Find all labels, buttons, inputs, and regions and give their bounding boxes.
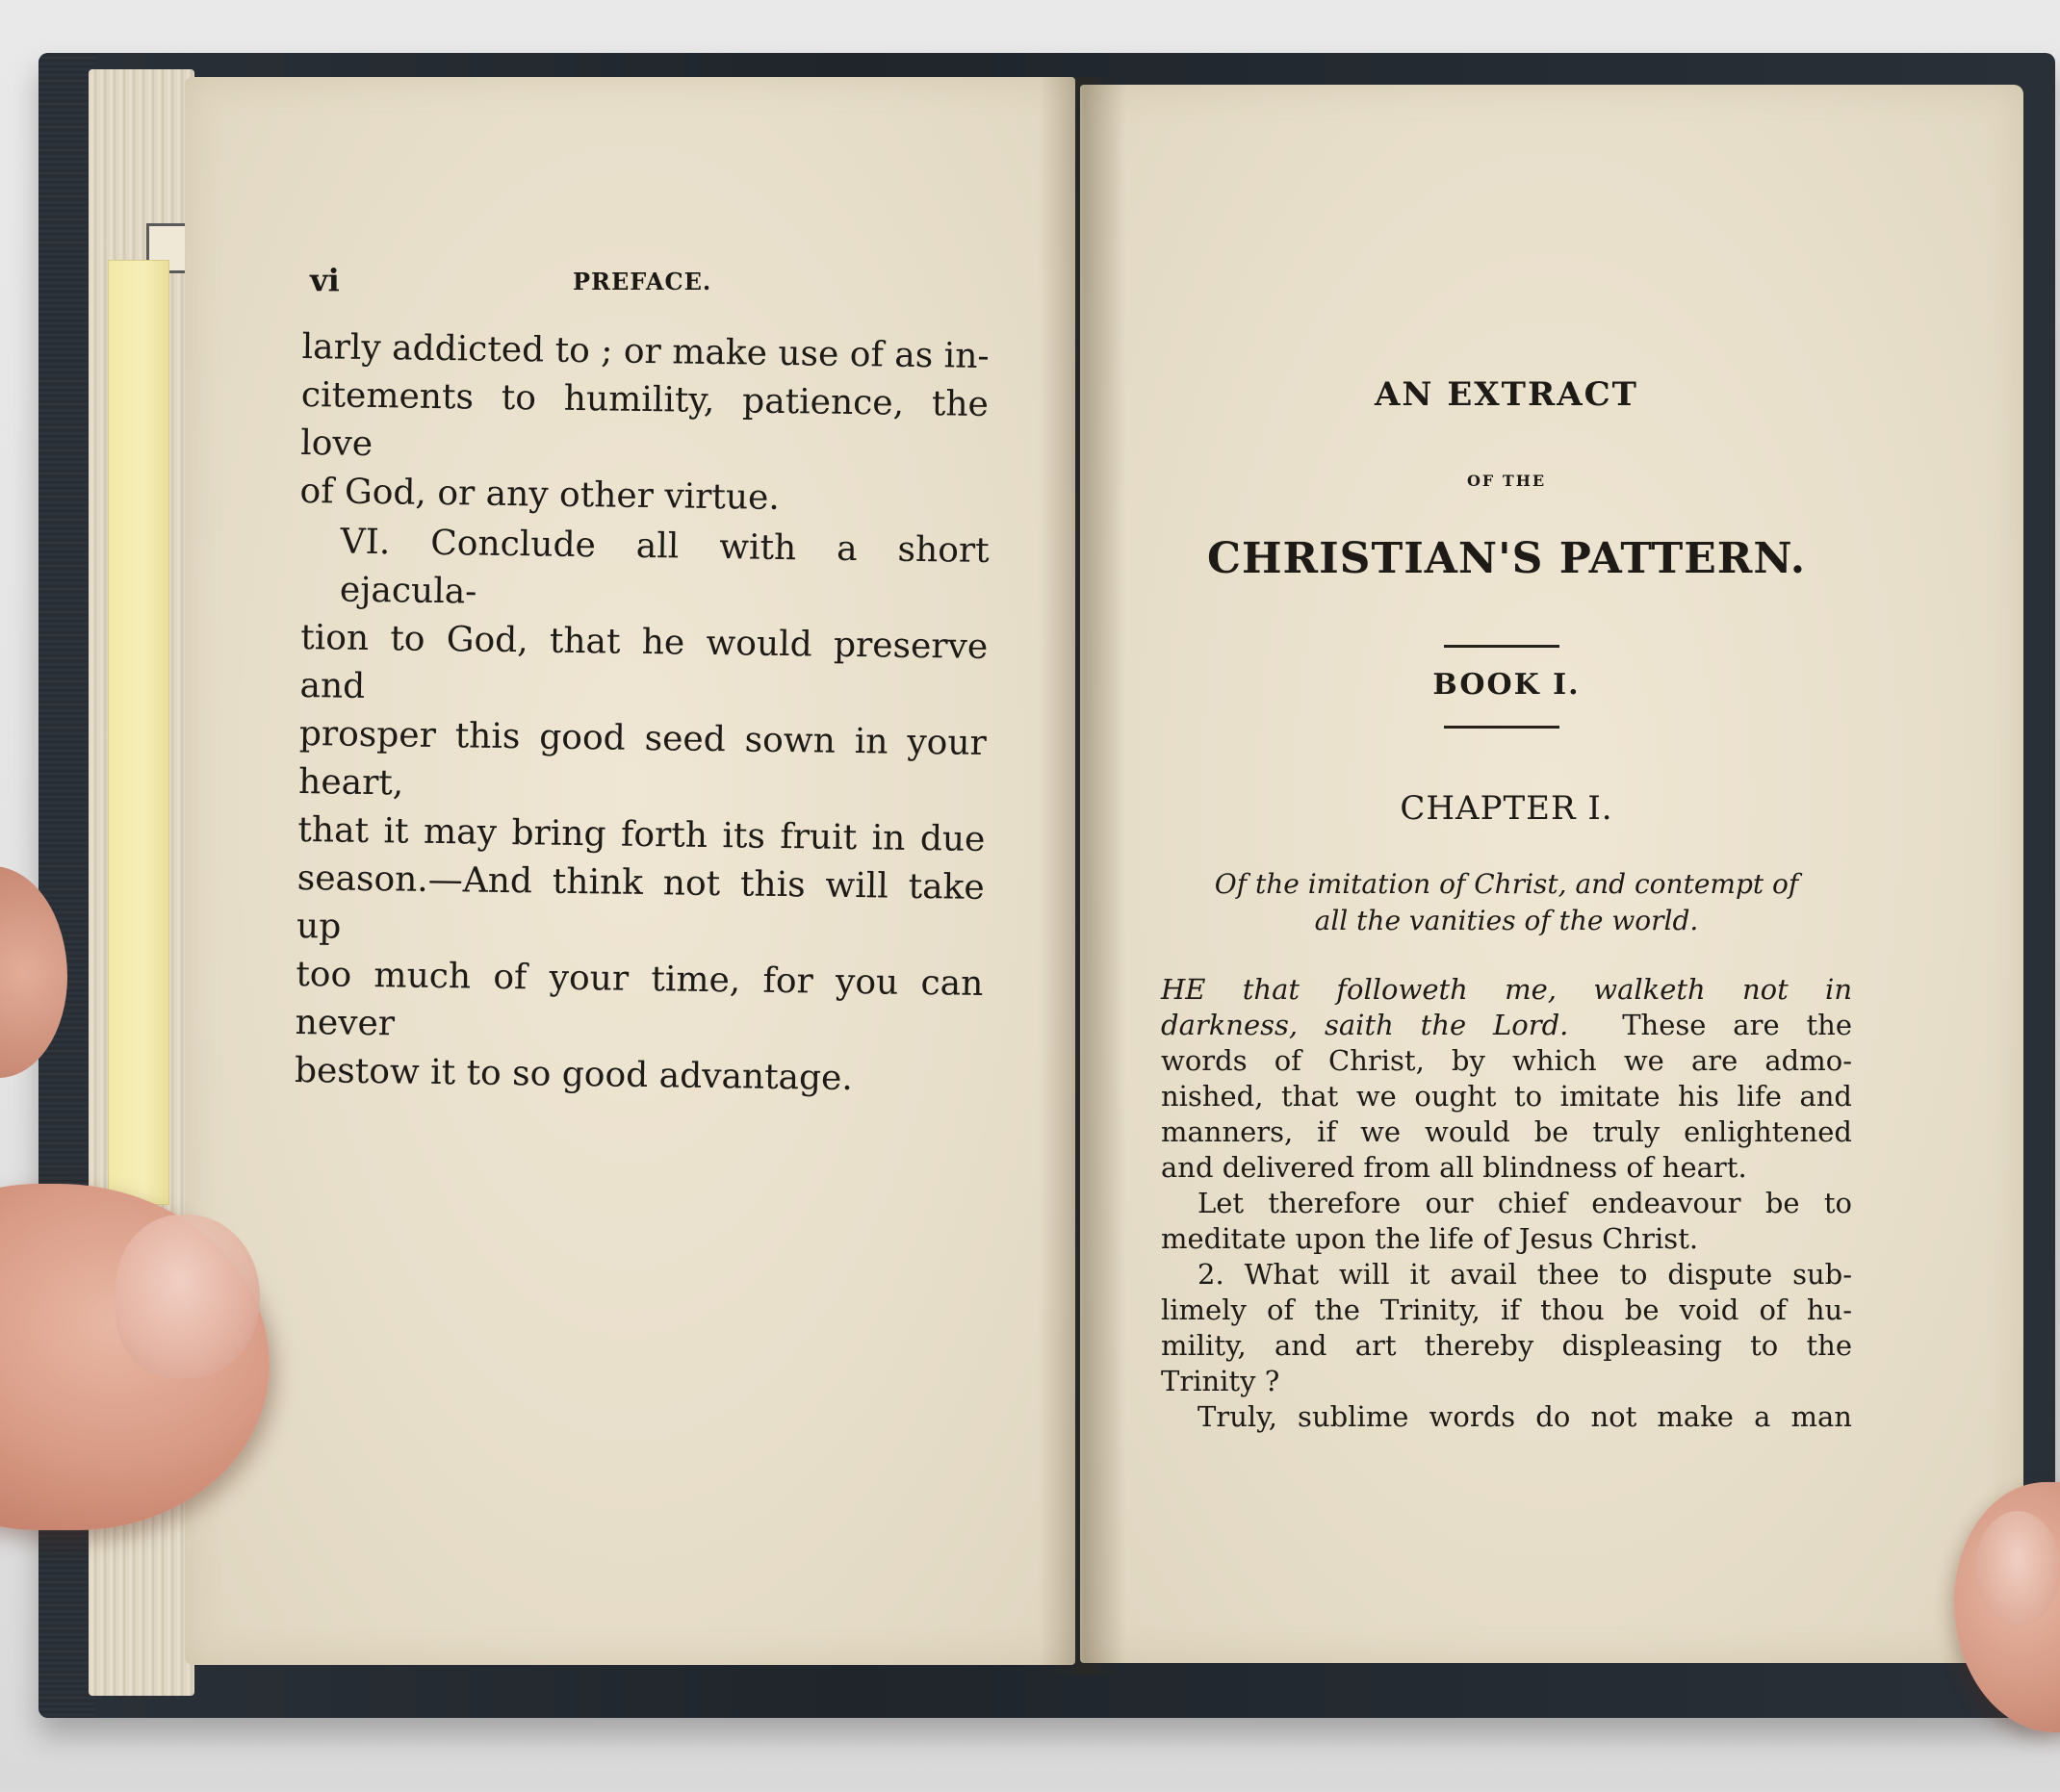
book-title: CHRISTIAN'S PATTERN.: [1206, 534, 1807, 583]
text-fragment: These are the: [1622, 1009, 1852, 1041]
text-line: limely of the Trinity, if thou be void of hu-: [1161, 1293, 1852, 1326]
divider-rule: [1444, 645, 1559, 648]
text-line: words of Christ, by which we are admo-: [1161, 1044, 1852, 1077]
text-line: citements to humility, patience, the love: [299, 374, 990, 465]
preface-paragraph-1: [299, 323, 990, 525]
title-line-1: AN EXTRACT: [1375, 375, 1638, 414]
text-line: prosper this good seed sown in your heart,: [297, 713, 988, 804]
text-line: [1161, 1008, 1852, 1043]
book-label: BOOK I.: [1432, 668, 1581, 702]
text-fragment: darkness, saith the Lord.: [1161, 1009, 1569, 1041]
text-line: mility, and art thereby displeasing to the: [1161, 1329, 1852, 1362]
chapter-heading: CHAPTER I.: [1400, 789, 1613, 828]
subtitle-line: all the vanities of the world.: [1314, 905, 1699, 936]
running-head: [310, 262, 984, 300]
right-thumbnail: [1975, 1511, 2060, 1626]
page-number: vi: [310, 262, 340, 298]
text-line: season.—And think not this will take up: [296, 858, 985, 947]
text-line: 2. What will it avail thee to dispute sub-: [1197, 1258, 1852, 1291]
text-line: nished, that we ought to imitate his life and: [1161, 1080, 1852, 1113]
yellow-paper-slip: [108, 260, 169, 1205]
text-line: too much of your time, for you can never: [295, 954, 984, 1044]
text-line: and delivered from all blindness of heart.: [1161, 1151, 1747, 1184]
title-line-2: OF THE: [1466, 472, 1547, 490]
text-line: tion to God, that he would preserve and: [299, 617, 989, 706]
text-line: bestow it to so good advantage.: [294, 1050, 854, 1099]
text-line: larly addicted to ; or make use of as in-: [301, 326, 990, 376]
text-line: of God, or any other virtue.: [299, 471, 781, 518]
text-line: Truly, sublime words do not make a man: [1197, 1400, 1852, 1433]
left-thumbnail: [116, 1215, 260, 1378]
chapter-subtitle: [1161, 866, 1852, 939]
text-line: meditate upon the life of Jesus Christ.: [1161, 1222, 1699, 1255]
running-head-title: PREFACE.: [573, 268, 712, 295]
text-line: Trinity ?: [1161, 1365, 1280, 1397]
text-line: that it may bring forth its fruit in due: [297, 809, 986, 859]
text-line: VI. Conclude all with a short ejacula-: [339, 522, 990, 612]
text-line: Let therefore our chief endeavour be to: [1197, 1187, 1852, 1219]
subtitle-line: Of the imitation of Christ, and contempt of: [1214, 868, 1799, 900]
preface-paragraph-2: [295, 518, 990, 1105]
chapter-body: [1161, 972, 1852, 1435]
divider-rule: [1444, 726, 1559, 729]
text-line: manners, if we would be truly enlightened: [1161, 1115, 1852, 1148]
text-line: HE that followeth me, walketh not in: [1161, 973, 1852, 1006]
